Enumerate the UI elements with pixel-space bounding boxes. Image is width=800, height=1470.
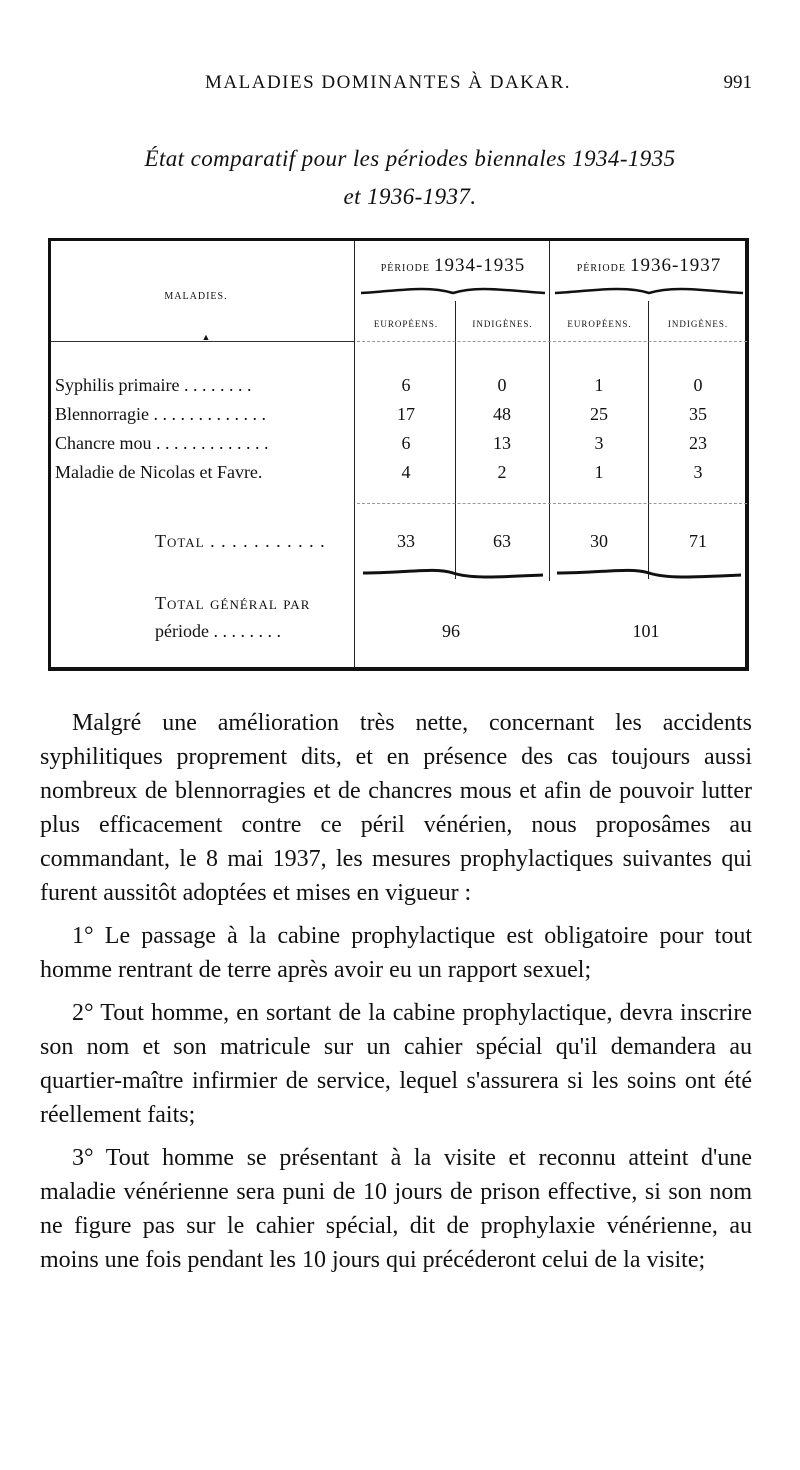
- cell-total-eu-2: 30: [590, 531, 608, 551]
- cell-total-eu-1: 33: [397, 531, 415, 551]
- paragraph-measure-1: 1° Le passage à la cabine prophylactique est obligatoire pour tout homme rentrant de terre après avoir eu un rapport sexuel;: [40, 923, 752, 983]
- caption-line-2: et 1936-1937.: [343, 184, 477, 209]
- col-divider-labels: [354, 241, 355, 668]
- cell-chancre-eu-2: 3: [594, 433, 604, 453]
- cell-blennorragie-eu-1: 17: [397, 404, 415, 424]
- period-label-1: PÉRIODE: [380, 263, 430, 274]
- subheader-indigenes-2: INDIGÈNES.: [667, 319, 729, 329]
- row-label-grand-total-2: période . . . . . . . .: [155, 621, 281, 641]
- period-header-1: [357, 255, 549, 277]
- total-brace-1: [357, 563, 549, 585]
- cell-blennorragie-eu-2: 25: [590, 404, 608, 424]
- cell-syphilis-eu-1: 6: [401, 375, 411, 395]
- col-divider-p1: [455, 301, 456, 579]
- row-label-chancre: Chancre mou . . . . . . . . . . . . .: [55, 433, 269, 453]
- row-label-blennorragie: Blennorragie . . . . . . . . . . . . .: [55, 404, 266, 424]
- subheader-europeens-2: EUROPÉENS.: [567, 319, 632, 329]
- cell-total-ind-2: 71: [689, 531, 707, 551]
- cell-syphilis-ind-1: 0: [497, 375, 507, 395]
- comparison-table: [48, 238, 749, 671]
- paragraph-measure-2: 2° Tout homme, en sortant de la cabine prophylactique, devra inscrire son nom et son matricule sur un cahier spécial qu'il demandera au quartier-maître infirmier de service, lequel s'assurera si les soins ont été réellement faits;: [40, 1000, 752, 1128]
- rows-rule: [357, 503, 747, 504]
- paragraph-measure-3: 3° Tout homme se présentant à la visite et reconnu atteint d'une maladie vénérienne sera puni de 10 jours de prison effective, si son nom ne figure pas sur le cahier spécial, dit de prophylaxie vénérienne, au moins une fois pendant les 10 jours qui précéderont celui de la visite;: [40, 1145, 752, 1273]
- body-text: [40, 706, 752, 1286]
- row-label-grand-total-1: Total général par: [155, 593, 311, 613]
- total-brace-2: [551, 563, 747, 585]
- period-brace-2: [551, 281, 747, 299]
- cell-nicolas-eu-1: 4: [401, 462, 411, 482]
- caption-line-1: État comparatif pour les périodes biennales 1934-1935: [144, 146, 676, 171]
- cell-total-ind-1: 63: [493, 531, 511, 551]
- cell-syphilis-ind-2: 0: [693, 375, 703, 395]
- cell-grand-total-1: 96: [442, 621, 460, 641]
- row-label-nicolas-favre: Maladie de Nicolas et Favre.: [55, 462, 263, 482]
- running-header: [0, 72, 800, 102]
- cell-blennorragie-ind-2: 35: [689, 404, 707, 424]
- period-label-2: PÉRIODE: [576, 263, 626, 274]
- col-header-maladies: MALADIES.: [164, 291, 228, 302]
- cell-nicolas-eu-2: 1: [594, 462, 604, 482]
- cell-chancre-ind-2: 23: [689, 433, 707, 453]
- cell-grand-total-2: 101: [632, 621, 660, 641]
- period-header-2: [551, 255, 747, 277]
- subheader-europeens-1: EUROPÉENS.: [373, 319, 439, 329]
- col-divider-p2: [648, 301, 649, 579]
- cell-chancre-ind-1: 13: [493, 433, 511, 453]
- col-divider-periods: [549, 241, 550, 581]
- subheader-rule: [357, 341, 747, 342]
- cell-nicolas-ind-2: 3: [693, 462, 703, 482]
- cell-syphilis-eu-2: 1: [594, 375, 604, 395]
- cell-nicolas-ind-1: 2: [497, 462, 507, 482]
- period-brace-1: [357, 281, 549, 299]
- row-label-total: Total . . . . . . . . . . .: [155, 531, 326, 551]
- rule-ornament: ▲: [201, 332, 211, 342]
- running-title: MALADIES DOMINANTES À DAKAR.: [205, 72, 572, 93]
- table-caption: [60, 140, 760, 216]
- page-number: 991: [723, 72, 752, 93]
- cell-blennorragie-ind-1: 48: [493, 404, 511, 424]
- subheader-indigenes-1: INDIGÈNES.: [472, 319, 533, 329]
- period-years-1: 1934-1935: [433, 255, 526, 276]
- period-years-2: 1936-1937: [629, 255, 722, 276]
- cell-chancre-eu-1: 6: [401, 433, 411, 453]
- row-label-syphilis: Syphilis primaire . . . . . . . .: [55, 375, 252, 395]
- paragraph-intro: Malgré une amélioration très nette, concernant les accidents syphilitiques proprement dits, et en présence des cas toujours aussi nombreux de blennorragies et de chancres mous et afin de pouvoir lutter plus efficacement contre ce péril vénérien, nous proposâmes au commandant, le 8 mai 1937, les mesures prophylactiques suivantes qui furent aussitôt adoptées et mises en vigueur :: [40, 710, 752, 906]
